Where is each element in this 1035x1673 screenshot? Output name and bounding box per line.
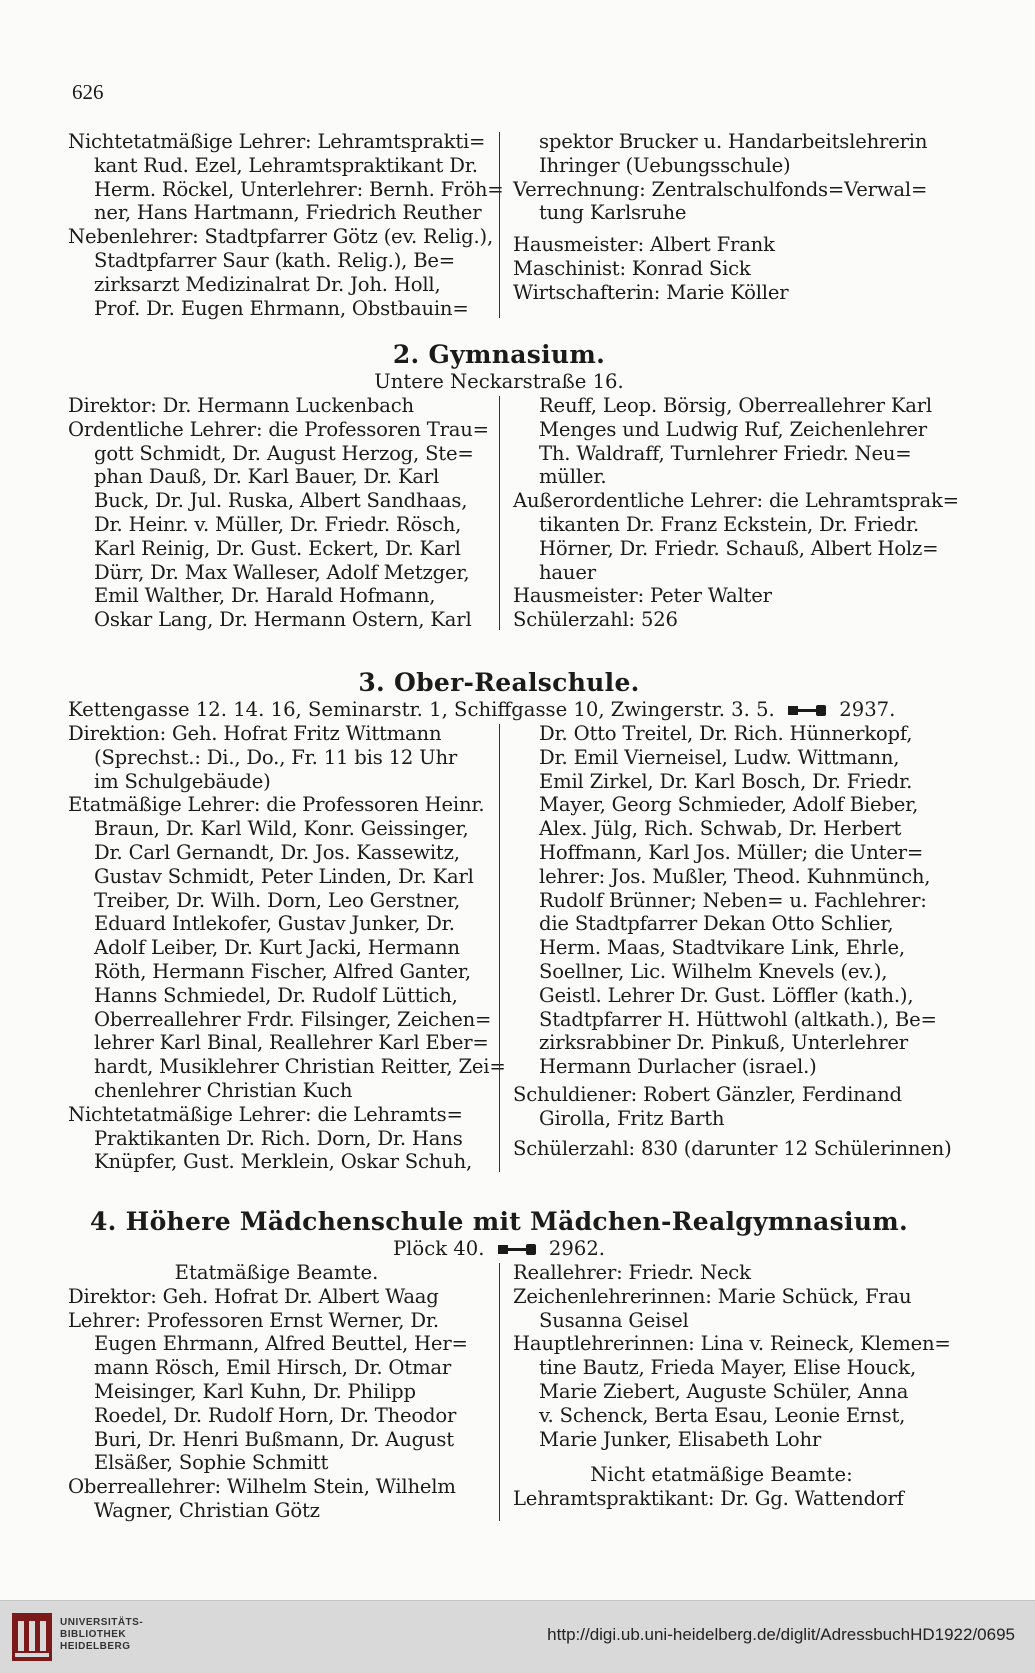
text-line: Mayer, Georg Schmieder, Adolf Bieber, (539, 793, 919, 817)
text-line: Herm. Röckel, Unterlehrer: Bernh. Fröh= (94, 177, 504, 201)
text-line: Zeichenlehrerinnen: Marie Schück, Frau (513, 1284, 912, 1308)
text-line: Hermann Durlacher (israel.) (539, 1055, 817, 1079)
text-line: Reallehrer: Friedr. Neck (513, 1261, 751, 1284)
text-line: Braun, Dr. Karl Wild, Konr. Geissinger, (94, 817, 469, 841)
s3-left-column (68, 722, 506, 1174)
text-line: Emil Walther, Dr. Harald Hofmann, (94, 584, 436, 608)
text-line: im Schulgebäude) (94, 769, 271, 793)
library-name-line: HEIDELBERG (60, 1641, 131, 1652)
text-line: Wagner, Christian Götz (94, 1498, 320, 1522)
text-line: Dürr, Dr. Max Walleser, Adolf Metzger, (94, 560, 470, 584)
telephone-icon (497, 1243, 537, 1256)
subheading: Nicht etatmäßige Beamte: (590, 1463, 853, 1487)
text-line: Roedel, Dr. Rudolf Horn, Dr. Theodor (94, 1403, 457, 1427)
phone-number: 2937. (839, 698, 896, 721)
column-divider (499, 724, 500, 1172)
text-line: phan Dauß, Dr. Karl Bauer, Dr. Karl (94, 465, 440, 489)
section-heading: 2. Gymnasium. (392, 340, 606, 369)
text-line: Röth, Hermann Fischer, Alfred Ganter, (94, 959, 471, 983)
text-line: Eduard Intlekofer, Gustav Junker, Dr. (94, 912, 455, 936)
text-line: Verrechnung: Zentralschulfonds=Verwal= (513, 177, 928, 201)
text-line: tikanten Dr. Franz Eckstein, Dr. Friedr. (539, 512, 920, 536)
library-name (60, 1617, 143, 1653)
text-line: Hörner, Dr. Friedr. Schauß, Albert Holz= (539, 536, 939, 560)
text-line: Gustav Schmidt, Peter Linden, Dr. Karl (94, 864, 474, 888)
text-line: Dr. Heinr. v. Müller, Dr. Friedr. Rösch, (94, 512, 462, 536)
subheading: Etatmäßige Beamte. (174, 1261, 379, 1284)
text-line: ner, Hans Hartmann, Friedrich Reuther (94, 201, 482, 225)
text-line: Herm. Maas, Stadtvikare Link, Ehrle, (539, 936, 905, 960)
s2-right-column (499, 394, 959, 632)
text-line: Th. Waldraff, Turnlehrer Friedr. Neu= (539, 441, 912, 465)
text-line: Stadtpfarrer H. Hüttwohl (altkath.), Be= (539, 1007, 937, 1031)
text-line: Lehramtspraktikant: Dr. Gg. Wattendorf (513, 1487, 904, 1511)
text-line: Ihringer (Uebungsschule) (539, 153, 791, 177)
text-line: Reuff, Leop. Börsig, Oberreallehrer Karl (539, 394, 932, 417)
text-line: Marie Junker, Elisabeth Lohr (539, 1427, 822, 1451)
text-line: Hauptlehrerinnen: Lina v. Reineck, Klemen= (513, 1332, 951, 1356)
text-line: Soellner, Lic. Wilhelm Knevels (ev.), (539, 959, 888, 983)
text-line: Eugen Ehrmann, Alfred Beuttel, Her= (94, 1332, 468, 1356)
text-line: (Sprechst.: Di., Do., Fr. 11 bis 12 Uhr (94, 745, 458, 769)
text-line: hardt, Musiklehrer Christian Reitter, Zei= (94, 1055, 506, 1079)
section-maedchenschule (68, 1207, 951, 1523)
text-line: Girolla, Fritz Barth (539, 1106, 725, 1130)
text-line: Knüpfer, Gust. Merklein, Oskar Schuh, (94, 1150, 473, 1174)
text-line: tine Bautz, Frieda Mayer, Elise Houck, (539, 1356, 916, 1380)
text-line: Marie Ziebert, Auguste Schüler, Anna (539, 1379, 909, 1403)
text-line: Ordentliche Lehrer: die Professoren Trau= (68, 417, 489, 441)
text-line: chenlehrer Christian Kuch (94, 1078, 353, 1102)
text-line: Direktor: Geh. Hofrat Dr. Albert Waag (68, 1284, 439, 1308)
text-line: Meisinger, Karl Kuhn, Dr. Philipp (94, 1379, 416, 1403)
text-line: Hausmeister: Albert Frank (513, 233, 775, 257)
telephone-icon (787, 704, 827, 717)
text-line: Emil Zirkel, Dr. Karl Bosch, Dr. Friedr. (539, 769, 913, 793)
text-line: Hanns Schmiedel, Dr. Rudolf Lüttich, (94, 983, 458, 1007)
text-line: Elsäßer, Sophie Schmitt (94, 1451, 329, 1475)
text-line: Hausmeister: Peter Walter (513, 584, 772, 608)
text-line: kant Rud. Ezel, Lehramtspraktikant Dr. (94, 153, 478, 177)
text-line: Praktikanten Dr. Rich. Dorn, Dr. Hans (94, 1126, 463, 1150)
text-line: Alex. Jülg, Rich. Schwab, Dr. Herbert (539, 817, 902, 841)
text-line: mann Rösch, Emil Hirsch, Dr. Otmar (94, 1356, 451, 1380)
text-line: zirksarzt Medizinalrat Dr. Joh. Holl, (94, 272, 441, 296)
library-name-line: UNIVERSITÄTS- (60, 1617, 144, 1628)
text-line: spektor Brucker u. Handarbeitslehrerin (539, 130, 928, 153)
library-name-line: BIBLIOTHEK (60, 1629, 127, 1640)
text-line: Wirtschafterin: Marie Köller (513, 280, 789, 304)
text-line: v. Schenck, Berta Esau, Leonie Ernst, (539, 1403, 906, 1427)
address-text: Kettengasse 12. 14. 16, Seminarstr. 1, Schiffgasse 10, Zwingerstr. 3. 5. (68, 698, 775, 721)
text-line: Menges und Ludwig Ruf, Zeichenlehrer (539, 417, 927, 441)
text-line: müller. (539, 465, 607, 489)
text-line: Schuldiener: Robert Gänzler, Ferdinand (513, 1082, 902, 1106)
text-line: Hoffmann, Karl Jos. Müller; die Unter= (539, 840, 924, 864)
top-right-column (499, 130, 930, 320)
text-line: Direktor: Dr. Hermann Luckenbach (68, 394, 414, 417)
text-line: Etatmäßige Lehrer: die Professoren Heinr. (68, 793, 485, 817)
text-line: Treiber, Dr. Wilh. Dorn, Leo Gerstner, (94, 888, 461, 912)
text-line: Buck, Dr. Jul. Ruska, Albert Sandhaas, (94, 489, 468, 513)
text-line: Dr. Otto Treitel, Dr. Rich. Hünnerkopf, (539, 722, 913, 745)
text-line: die Stadtpfarrer Dekan Otto Schlier, (539, 912, 894, 936)
section-address: Untere Neckarstraße 16. (374, 370, 624, 393)
text-line: Rudolf Brünner; Neben= u. Fachlehrer: (539, 888, 927, 912)
text-line: zirksrabbiner Dr. Pinkuß, Unterlehrer (539, 1031, 908, 1055)
text-line: Buri, Dr. Henri Bußmann, Dr. August (94, 1427, 454, 1451)
text-line: Dr. Emil Vierneisel, Ludw. Wittmann, (539, 745, 900, 769)
section-heading: 4. Höhere Mädchenschule mit Mädchen-Realgymnasium. (89, 1207, 909, 1236)
text-line: Geistl. Lehrer Dr. Gust. Löffler (kath.), (539, 983, 914, 1007)
section-heading: 3. Ober-Realschule. (358, 668, 640, 697)
s4-right-column (499, 1261, 951, 1523)
column-divider (499, 396, 500, 630)
s2-left-column (68, 394, 499, 632)
section-address (68, 698, 930, 722)
s3-right-column (499, 722, 952, 1174)
column-divider (499, 132, 500, 318)
text-line: lehrer: Jos. Mußler, Theod. Kuhnmünch, (539, 864, 931, 888)
text-line: Stadtpfarrer Saur (kath. Relig.), Be= (94, 248, 456, 272)
address-text: Plöck 40. (392, 1237, 485, 1260)
text-line: Schülerzahl: 830 (darunter 12 Schülerinnen) (513, 1136, 952, 1160)
text-line: Oberreallehrer Frdr. Filsinger, Zeichen= (94, 1007, 492, 1031)
section-address (68, 1237, 930, 1261)
text-line: Oskar Lang, Dr. Hermann Ostern, Karl (94, 608, 472, 632)
text-line: lehrer Karl Binal, Reallehrer Karl Eber= (94, 1031, 489, 1055)
section-gymnasium (68, 340, 959, 632)
text-line: Lehrer: Professoren Ernst Werner, Dr. (68, 1308, 439, 1332)
text-line: tung Karlsruhe (539, 201, 687, 225)
text-line: Schülerzahl: 526 (513, 608, 678, 632)
text-line: Prof. Dr. Eugen Ehrmann, Obstbauin= (94, 296, 469, 320)
text-line: Adolf Leiber, Dr. Kurt Jacki, Hermann (94, 936, 460, 960)
text-line: gott Schmidt, Dr. August Herzog, Ste= (94, 441, 474, 465)
text-line: Direktion: Geh. Hofrat Fritz Wittmann (68, 722, 442, 745)
section-ober-realschule (68, 668, 952, 1174)
text-line: Dr. Carl Gernandt, Dr. Jos. Kassewitz, (94, 840, 460, 864)
column-divider (499, 1263, 500, 1521)
text-line: Nebenlehrer: Stadtpfarrer Götz (ev. Relig.), (68, 225, 493, 249)
top-left-column (68, 130, 504, 320)
text-line: Nichtetatmäßige Lehrer: Lehramtsprakti= (68, 130, 486, 153)
viewer-footer (0, 1600, 1035, 1673)
text-line: hauer (539, 560, 596, 584)
text-line: Außerordentliche Lehrer: die Lehramtsprak= (513, 489, 959, 513)
university-library-logo-icon (12, 1613, 52, 1661)
phone-number: 2962. (548, 1237, 606, 1260)
text-line: Maschinist: Konrad Sick (513, 256, 751, 280)
section-top-continuation (68, 130, 930, 320)
s4-left-column (68, 1261, 499, 1523)
text-line: Karl Reinig, Dr. Gust. Eckert, Dr. Karl (94, 536, 461, 560)
source-url-link[interactable]: http://digi.ub.uni-heidelberg.de/diglit/AdressbuchHD1922/0695 (547, 1625, 1015, 1644)
page-number: 626 (72, 80, 104, 104)
text-line: Susanna Geisel (539, 1308, 689, 1332)
text-line: Oberreallehrer: Wilhelm Stein, Wilhelm (68, 1475, 456, 1499)
text-line: Nichtetatmäßige Lehrer: die Lehramts= (68, 1102, 463, 1126)
